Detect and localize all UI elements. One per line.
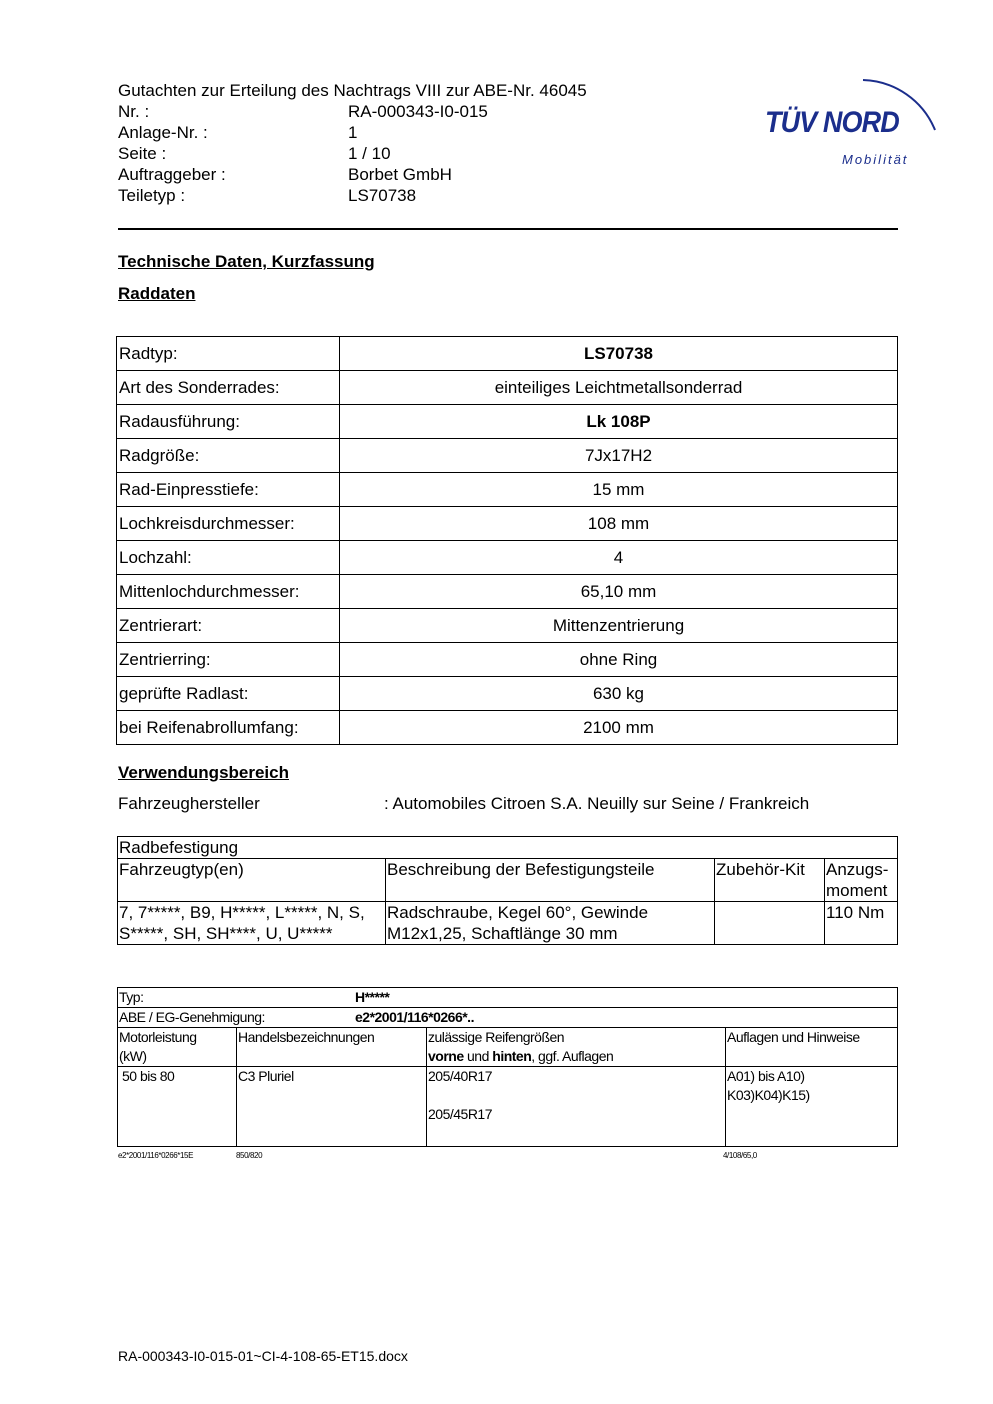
raddaten-label: Zentrierart: <box>117 609 340 643</box>
raddaten-label: Zentrierring: <box>117 643 340 677</box>
raddaten-value: einteiliges Leichtmetallsonderrad <box>340 371 898 405</box>
raddaten-label: Art des Sonderrades: <box>117 371 340 405</box>
header-label: Seite : <box>118 144 167 163</box>
auflagen-2: K03)K04)K15) <box>727 1087 810 1103</box>
raddaten-row <box>117 541 898 575</box>
logo-brand: TÜV NORD <box>765 106 899 139</box>
raddaten-label: Radgröße: <box>117 439 340 473</box>
reifen-line2 <box>428 1047 724 1066</box>
raddaten-value: 65,10 mm <box>340 575 898 609</box>
cell-motor: 50 bis 80 <box>118 1067 237 1147</box>
desc-line2: M12x1,25, Schaftlänge 30 mm <box>387 924 618 943</box>
raddaten-label: Mittenlochdurchmesser: <box>117 575 340 609</box>
reifen-und: und <box>463 1048 493 1064</box>
tuev-nord-logo <box>765 58 940 173</box>
typ-value: H***** <box>355 989 390 1005</box>
hersteller-row <box>118 794 809 814</box>
document-title: Gutachten zur Erteilung des Nachtrags VIII zur ABE-Nr. 46045 <box>118 81 587 100</box>
reifen-1: 205/40R17 <box>428 1068 493 1084</box>
raddaten-value: 15 mm <box>340 473 898 507</box>
section-title-tech: Technische Daten, Kurzfassung <box>118 252 375 271</box>
raddaten-row <box>117 711 898 745</box>
raddaten-value: 7Jx17H2 <box>340 439 898 473</box>
typ-label: Typ: <box>119 989 144 1005</box>
col-header-auflagen: Auflagen und Hinweise <box>726 1028 898 1067</box>
cell-auflagen <box>726 1067 898 1147</box>
header-divider <box>118 228 898 230</box>
reifen-vorne: vorne <box>428 1048 464 1064</box>
small-lochbild: 4/108/65,0 <box>723 1151 757 1160</box>
header-value: LS70738 <box>348 186 417 205</box>
header-label: Anlage-Nr. : <box>118 123 208 142</box>
col-header-zubehoer: Zubehör-Kit <box>715 859 825 902</box>
header-label: Nr. : <box>118 102 150 121</box>
types-line2: S*****, SH, SH****, U, U***** <box>119 924 333 943</box>
hersteller-value: : Automobiles Citroen S.A. Neuilly sur Seine / Frankreich <box>384 794 810 813</box>
raddaten-label: Lochkreisdurchmesser: <box>117 507 340 541</box>
col-header-motor <box>118 1028 237 1067</box>
befestigung-table <box>117 836 898 945</box>
header-value: 1 <box>348 123 358 142</box>
raddaten-label: Radtyp: <box>117 337 340 371</box>
raddaten-row <box>117 609 898 643</box>
raddaten-label: Radausführung: <box>117 405 340 439</box>
desc-line1: Radschraube, Kegel 60°, Gewinde <box>387 903 649 922</box>
typ-table <box>117 987 898 1147</box>
raddaten-value: LS70738 <box>340 337 898 371</box>
cell-fahrzeugtypen <box>118 902 386 945</box>
cell-handel: C3 Pluriel <box>237 1067 427 1147</box>
header-row-auftraggeber <box>118 164 587 185</box>
cell-anzugsmoment: 110 Nm <box>825 902 898 945</box>
col-header-beschreibung: Beschreibung der Befestigungsteile <box>386 859 715 902</box>
reifen-line1: zulässige Reifengrößen <box>428 1029 565 1045</box>
raddaten-value: 630 kg <box>340 677 898 711</box>
header-value: Borbet GmbH <box>348 165 452 184</box>
hersteller-label: Fahrzeughersteller <box>118 794 260 813</box>
header-row-anlage <box>118 122 587 143</box>
header-row-nr <box>118 101 587 122</box>
abe-row <box>118 1008 898 1028</box>
cell-beschreibung <box>386 902 715 945</box>
cell-zubehoer <box>715 902 825 945</box>
small-masse: 850/820 <box>236 1151 263 1160</box>
logo-subtitle: Mobilität <box>842 152 909 167</box>
raddaten-row <box>117 575 898 609</box>
header-row-teiletyp <box>118 185 587 206</box>
anzugs-line2: moment <box>826 881 888 900</box>
col-header-reifen <box>427 1028 726 1067</box>
raddaten-row <box>117 643 898 677</box>
types-line1: 7, 7*****, B9, H*****, L*****, N, S, <box>119 903 365 922</box>
raddaten-value: ohne Ring <box>340 643 898 677</box>
raddaten-row <box>117 371 898 405</box>
raddaten-row <box>117 473 898 507</box>
raddaten-label: bei Reifenabrollumfang: <box>117 711 340 745</box>
reifen-rest: , ggf. Auflagen <box>531 1048 614 1064</box>
raddaten-value: 108 mm <box>340 507 898 541</box>
section-title-verwendung: Verwendungsbereich <box>118 763 289 782</box>
reifen-2: 205/45R17 <box>428 1106 493 1122</box>
auflagen-1: A01) bis A10) <box>727 1068 805 1084</box>
raddaten-label: geprüfte Radlast: <box>117 677 340 711</box>
cell-reifen <box>427 1067 726 1147</box>
footer-filename: RA-000343-I0-015-01~CI-4-108-65-ET15.docx <box>118 1348 408 1364</box>
reifen-hinten: hinten <box>492 1048 532 1064</box>
section-title-raddaten: Raddaten <box>118 284 196 303</box>
abe-label: ABE / EG-Genehmigung: <box>119 1009 265 1025</box>
raddaten-value: Mittenzentrierung <box>340 609 898 643</box>
raddaten-table <box>116 336 898 745</box>
befestigung-title: Radbefestigung <box>118 837 898 859</box>
small-genehmigung: e2*2001/116*0266*15E <box>118 1151 194 1160</box>
header-label: Teiletyp : <box>118 186 186 205</box>
col-header-handel: Handelsbezeichnungen <box>237 1028 427 1067</box>
raddaten-value: 4 <box>340 541 898 575</box>
raddaten-body <box>117 337 898 745</box>
raddaten-value: Lk 108P <box>340 405 898 439</box>
raddaten-row <box>117 405 898 439</box>
raddaten-row <box>117 507 898 541</box>
motor-line1: Motorleistung <box>119 1029 197 1045</box>
raddaten-label: Rad-Einpresstiefe: <box>117 473 340 507</box>
header-label: Auftraggeber : <box>118 165 226 184</box>
anzugs-line1: Anzugs- <box>826 860 889 879</box>
motor-line2: (kW) <box>119 1048 147 1064</box>
header-value: 1 / 10 <box>348 144 391 163</box>
abe-value: e2*2001/116*0266*.. <box>355 1009 474 1025</box>
header-value: RA-000343-I0-015 <box>348 102 488 121</box>
raddaten-label: Lochzahl: <box>117 541 340 575</box>
header-row-seite <box>118 143 587 164</box>
col-header-anzugsmoment <box>825 859 898 902</box>
typ-row <box>118 988 898 1008</box>
col-header-fahrzeugtyp: Fahrzeugtyp(en) <box>118 859 386 902</box>
document-header <box>118 80 587 206</box>
raddaten-row <box>117 677 898 711</box>
raddaten-row <box>117 337 898 371</box>
raddaten-row <box>117 439 898 473</box>
raddaten-value: 2100 mm <box>340 711 898 745</box>
